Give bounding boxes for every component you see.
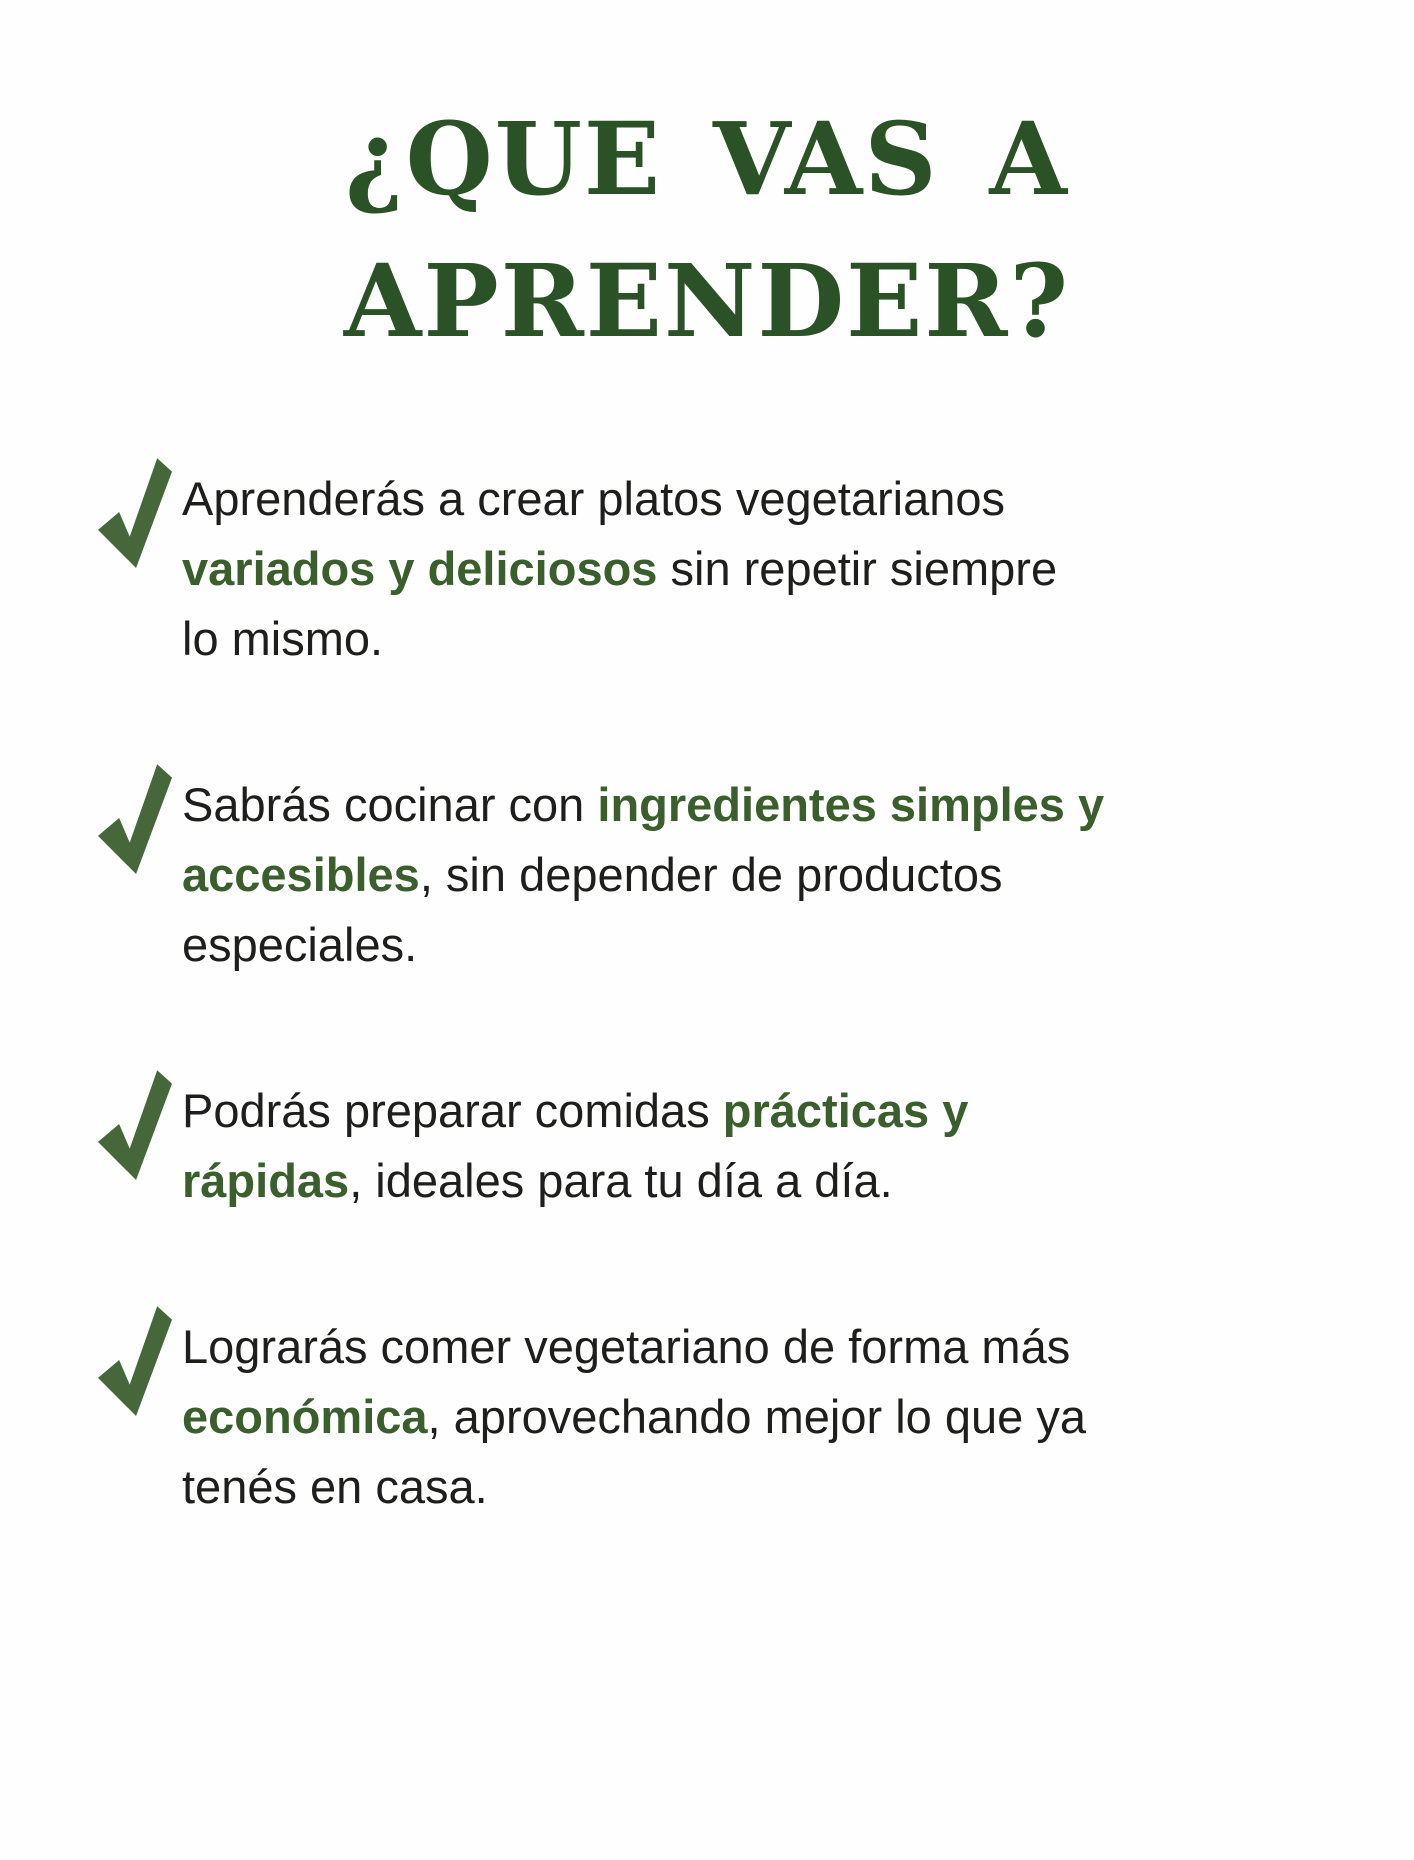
poster-page (0, 88, 1414, 1860)
bullet-text (182, 1076, 1230, 1216)
bullet-text (182, 770, 1230, 980)
bullet-line (182, 464, 1230, 534)
bullet-line (182, 604, 1230, 674)
checkmark-icon (98, 456, 172, 568)
bullet-regular-text: , aprovechando mejor lo que ya (427, 1390, 1086, 1443)
bullet-regular-text: lo mismo. (182, 612, 384, 665)
page-title-line1: ¿QUE VAS A (345, 100, 1069, 218)
bullet-line (182, 910, 1230, 980)
bullet-regular-text: Podrás preparar comidas (182, 1084, 723, 1137)
bullet-line (182, 840, 1230, 910)
bullet-text (182, 464, 1230, 674)
bullet-item (100, 1312, 1230, 1522)
checkmark-icon (98, 1068, 172, 1180)
page-title-line2: APRENDER? (343, 242, 1071, 360)
bullet-line (182, 1076, 1230, 1146)
bullet-list (0, 464, 1414, 1522)
page-title (0, 88, 1414, 372)
bullet-line (182, 534, 1230, 604)
bullet-regular-text: sin repetir siempre (657, 542, 1058, 595)
bullet-line (182, 1146, 1230, 1216)
bullet-line (182, 770, 1230, 840)
bullet-highlight-text: rápidas (182, 1154, 350, 1207)
bullet-item (100, 464, 1230, 674)
checkmark-icon (98, 1304, 172, 1416)
bullet-regular-text: Lograrás comer vegetariano de forma más (182, 1320, 1071, 1373)
bullet-item (100, 1076, 1230, 1216)
bullet-regular-text: especiales. (182, 918, 418, 971)
bullet-line (182, 1312, 1230, 1382)
bullet-highlight-text: prácticas y (722, 1084, 969, 1137)
bullet-regular-text: Sabrás cocinar con (182, 778, 598, 831)
bullet-highlight-text: ingredientes simples y (597, 778, 1105, 831)
bullet-line (182, 1382, 1230, 1452)
bullet-text (182, 1312, 1230, 1522)
bullet-item (100, 770, 1230, 980)
bullet-regular-text: , sin depender de productos (419, 848, 1003, 901)
bullet-highlight-text: accesibles (182, 848, 420, 901)
bullet-highlight-text: económica (182, 1390, 428, 1443)
bullet-regular-text: tenés en casa. (182, 1460, 488, 1513)
bullet-line (182, 1452, 1230, 1522)
bullet-regular-text: Aprenderás a crear platos vegetarianos (182, 472, 1005, 525)
bullet-regular-text: , ideales para tu día a día. (349, 1154, 893, 1207)
bullet-highlight-text: variados y deliciosos (182, 542, 658, 595)
checkmark-icon (98, 762, 172, 874)
